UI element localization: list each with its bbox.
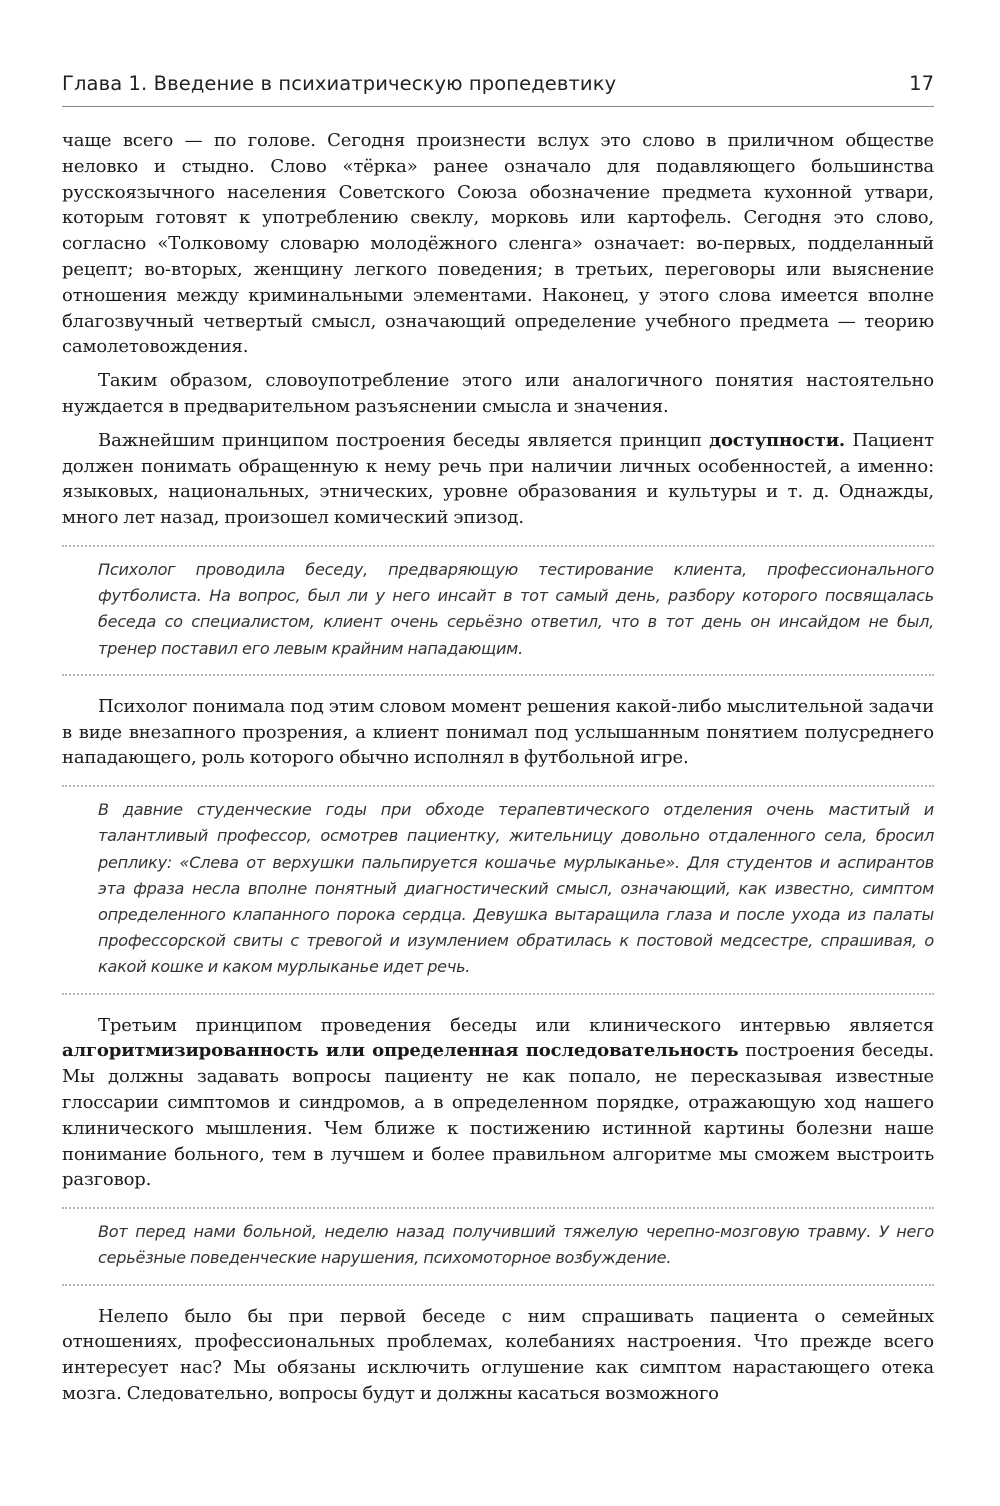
paragraph-first-conversation: Нелепо было бы при первой беседе с ним спрашивать пациента о семейных отношениях, профессиональных проблемах, колебаниях настроения. Что прежде всего интересует нас? Мы обязаны исключить оглушение как симптом нарастающего отека мозга. Следовательно, вопросы будут и должны касаться возможного bbox=[62, 1305, 934, 1404]
example-text: В давние студенческие годы при обходе терапевтического отделения очень маститый и талантливый профессор, осмотрев пациентку, жительницу довольно отдаленного села, бросил реплику: «Слева от верхушки пальпируется кошачье мурлыканье». Для студентов и аспирантов эта фраза несла вполне понятный диагностический смысл, означающий, как известно, симптом определенного клапанного порока сердца. Девушка вытаращила глаза и после ухода из палаты профессорской свиты с тревогой и изумлением обратилась к постовой медсестре, спрашивая, о какой кошке и каком мурлыканье идет речь. bbox=[98, 800, 934, 977]
example-box-trauma bbox=[62, 1207, 934, 1285]
term-accessibility: доступности. bbox=[709, 429, 846, 451]
term-algorithmization: алгоритмизированность или определенная последовательность bbox=[62, 1040, 739, 1062]
paragraph-text: Третьим принципом проведения беседы или клинического интервью является bbox=[98, 1014, 934, 1036]
header-rule bbox=[62, 106, 934, 107]
paragraph-psychologist: Психолог понимала под этим словом момент решения какой-либо мыслительной задачи в виде внезапного прозрения, а клиент понимал под услышанным понятием полусреднего нападающего, роль которого обычно исполнял в футбольной игре. bbox=[62, 695, 934, 769]
example-box-professor bbox=[62, 785, 934, 994]
paragraph-text: Важнейшим принципом построения беседы является принцип bbox=[98, 429, 710, 451]
example-text: Психолог проводила беседу, предваряющую тестирование клиента, профессионального футболиста. На вопрос, был ли у него инсайт в тот самый день, разбору которого посвящалась беседа со специалистом, клиент очень серьёзно ответил, что в тот день он инсайдом не был, тренер поставил его левым крайним нападающим. bbox=[98, 559, 934, 658]
paragraph-continuation: чаще всего — по голове. Сегодня произнести вслух это слово в приличном обществе неловко и стыдно. Слово «тёрка» ранее означало для подавляющего большинства русскоязычного населения Советского Союза обозначение предмета кухонной утвари, которым готовят к употреблению свеклу, морковь или картофель. Сегодня это слово, согласно «Толковому словарю молодёжного сленга» означает: во-первых, подделанный рецепт; во-вторых, женщину легкого поведения; в третьих, переговоры или выяснение отношения между криминальными элементами. Наконец, у этого слова имеется вполне благозвучный четвертый смысл, означающий определение учебного предмета — теорию самолетовождения. bbox=[62, 130, 934, 358]
example-text: Вот перед нами больной, неделю назад получивший тяжелую черепно-мозговую травму. У него серьёзные поведенческие нарушения, психомоторное возбуждение. bbox=[98, 1222, 934, 1268]
paragraph-accessibility-principle bbox=[62, 428, 934, 531]
page-number: 17 bbox=[909, 72, 934, 95]
running-header bbox=[62, 72, 934, 102]
paragraph-algorithm-principle bbox=[62, 1013, 934, 1194]
page-content bbox=[62, 128, 934, 1415]
book-page bbox=[62, 0, 934, 1506]
paragraph-text: построения беседы. Мы должны задавать вопросы пациенту не как попало, не пересказывая известные глоссарии симптомов и синдромов, а в определенном порядке, отражающую ход нашего клинического мышления. Чем ближе к постижению истинной картины болезни наше понимание больного, тем в лучшем и более правильном алгоритме мы сможем выстроить разговор. bbox=[62, 1040, 935, 1191]
paragraph-word-usage: Таким образом, словоупотребление этого или аналогичного понятия настоятельно нуждается в предварительном разъяснении смысла и значения. bbox=[62, 370, 934, 417]
example-box-insight bbox=[62, 545, 934, 676]
paragraph-text: Пациент должен понимать обращенную к нему речь при наличии личных особенностей, а именно: языковых, национальных, этнических, уровне образования и культуры и т. д. Однажды, много лет назад, произошел комический эпизод. bbox=[62, 429, 934, 529]
chapter-title: Глава 1. Введение в психиатрическую пропедевтику bbox=[62, 72, 617, 95]
